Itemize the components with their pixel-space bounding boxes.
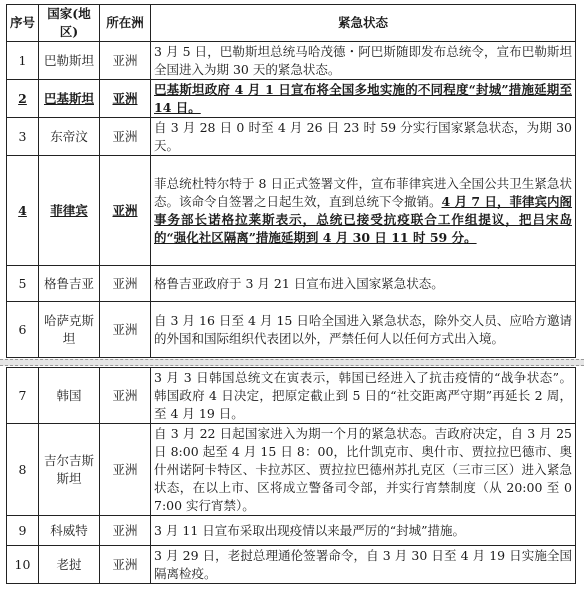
row-country: 巴勒斯坦: [39, 42, 100, 80]
row-status: [151, 546, 576, 584]
row-country: 格鲁吉亚: [39, 266, 100, 302]
emergency-status-table-part2: [6, 367, 576, 584]
table-row: [7, 156, 576, 266]
header-continent: 所在洲: [100, 5, 151, 42]
table-header-row: [7, 5, 576, 42]
header-country: 国家(地区): [39, 5, 100, 42]
row-continent: 亚洲: [100, 516, 151, 546]
row-status: [151, 516, 576, 546]
status-text: 3 月 11 日宣布采取出现疫情以来最严厉的“封城”措施。: [154, 522, 466, 538]
header-no: 序号: [7, 5, 39, 42]
table-row: [7, 118, 576, 156]
row-country: 菲律宾: [39, 156, 100, 266]
row-no: 8: [7, 424, 39, 516]
row-status: [151, 302, 576, 358]
row-no: 2: [7, 80, 39, 118]
row-status: [151, 424, 576, 516]
row-country: 韩国: [39, 368, 100, 424]
row-continent: 亚洲: [100, 156, 151, 266]
row-continent: 亚洲: [100, 302, 151, 358]
row-status: [151, 80, 576, 118]
row-no: 6: [7, 302, 39, 358]
row-country: 哈萨克斯坦: [39, 302, 100, 358]
table-row: [7, 516, 576, 546]
table-row: [7, 424, 576, 516]
status-text: 3 月 5 日，巴勒斯坦总统马哈茂德・阿巴斯随即发布总统令，宣布巴勒斯坦全国进入为期 30 天的紧急状态。: [154, 43, 572, 77]
row-no: 10: [7, 546, 39, 584]
row-continent: 亚洲: [100, 266, 151, 302]
status-text: 自 3 月 28 日 0 时至 4 月 26 日 23 时 59 分实行国家紧急状态，为期 30 天。: [154, 119, 572, 153]
status-text: 菲总统杜特尔特于 8 日正式签署文件，宣布菲律宾进入全国公共卫生紧急状态。该命令自签署之日起生效，直到总统下令撤销。: [154, 175, 572, 209]
table-row: [7, 368, 576, 424]
table-row: [7, 42, 576, 80]
row-status: [151, 118, 576, 156]
row-continent: 亚洲: [100, 368, 151, 424]
row-country: 科威特: [39, 516, 100, 546]
status-text: 3 月 29 日，老挝总理通伦签署命令，自 3 月 30 日至 4 月 19 日实施全国隔离检疫。: [154, 547, 572, 581]
header-status: 紧急状态: [151, 5, 576, 42]
page-break-divider: [0, 359, 584, 366]
status-text-bold: 4 月 7 日，菲律宾内阁事务部长诺格拉莱斯表示，总统已接受抗疫联合工作组提议，把吕宋岛的“强化社区隔离”措施延期到 4 月 30 日 11 时 59 分。: [154, 193, 572, 245]
row-continent: 亚洲: [100, 118, 151, 156]
row-country: 巴基斯坦: [39, 80, 100, 118]
row-country: 老挝: [39, 546, 100, 584]
row-no: 9: [7, 516, 39, 546]
row-continent: 亚洲: [100, 546, 151, 584]
row-country: 东帝汶: [39, 118, 100, 156]
row-continent: 亚洲: [100, 424, 151, 516]
row-no: 5: [7, 266, 39, 302]
row-no: 4: [7, 156, 39, 266]
status-text: 自 3 月 22 日起国家进入为期一个月的紧急状态。吉政府决定，自 3 月 25 日 8:00 起至 4 月 15 日 8：00，比什凯克市、奥什市、贾拉拉巴德市、奥什州诺阿卡特区、卡拉苏区、贾拉拉巴德州苏扎克区（三市三区）进入紧急状态，在以上市、区将成立警备司令部，并实行宵禁制度（从 20:00 至 07:00 实行宵禁）。: [154, 425, 572, 513]
emergency-status-table-part1: [6, 4, 576, 358]
row-status: [151, 156, 576, 266]
table-row: [7, 546, 576, 584]
row-status: [151, 42, 576, 80]
row-status: [151, 266, 576, 302]
table-row: [7, 80, 576, 118]
row-continent: 亚洲: [100, 42, 151, 80]
status-text-bold: 巴基斯坦政府 4 月 1 日宣布将全国多地实施的不同程度“封城”措施延期至 14 日。: [154, 81, 572, 115]
row-continent: 亚洲: [100, 80, 151, 118]
row-no: 1: [7, 42, 39, 80]
row-no: 3: [7, 118, 39, 156]
status-text: 格鲁吉亚政府于 3 月 21 日宣布进入国家紧急状态。: [154, 275, 444, 291]
status-text: 3 月 3 日韩国总统文在寅表示，韩国已经进入了抗击疫情的“战争状态”。 韩国政府 4 日决定，把原定截止到 5 日的“社交距离严守期”再延长 2 周，至 4 月 19 日。: [154, 369, 572, 421]
table-row: [7, 266, 576, 302]
row-status: [151, 368, 576, 424]
status-text: 自 3 月 16 日至 4 月 15 日哈全国进入紧急状态，除外交人员、应哈方邀请的外国和国际组织代表团以外，严禁任何人以任何方式出入境。: [154, 312, 572, 346]
table-row: [7, 302, 576, 358]
row-no: 7: [7, 368, 39, 424]
row-country: 吉尔吉斯斯坦: [39, 424, 100, 516]
